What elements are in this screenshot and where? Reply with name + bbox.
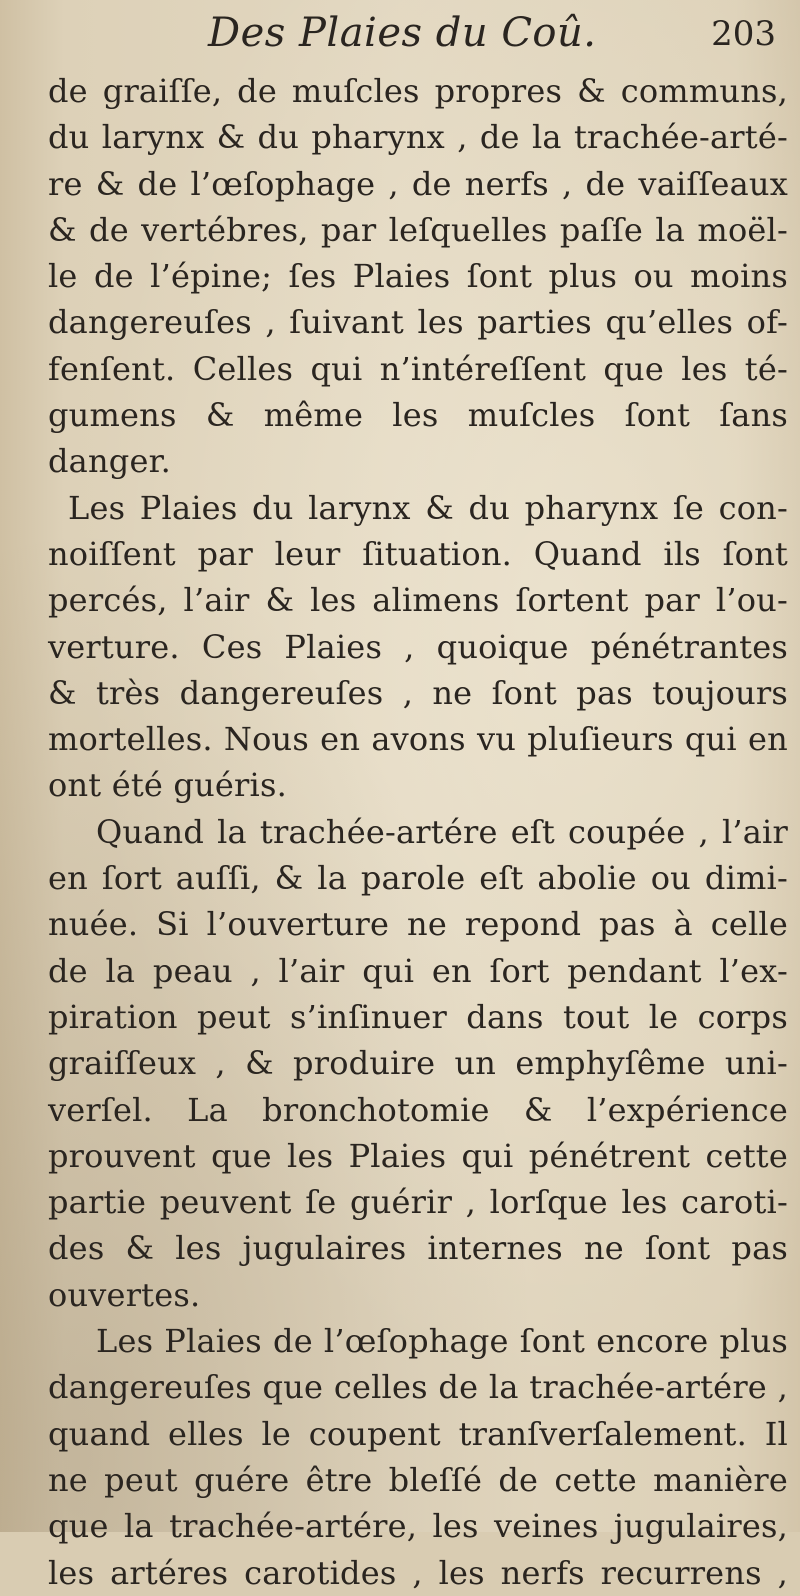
text-line: percés, l’air & les alimens ſortent par l’ou-	[48, 581, 788, 620]
text-line: que la trachée-artére, les veines jugulaires,	[48, 1507, 788, 1546]
text-line: dangereuſes , ſuivant les parties qu’elles of-	[48, 303, 788, 342]
text-line: danger.	[48, 442, 171, 481]
text-line: gumens & même les muſcles ſont ſans	[48, 396, 788, 435]
text-line: re & de l’œſophage , de nerfs , de vaiſſeaux	[48, 164, 788, 203]
body-text	[48, 68, 788, 1596]
text-line: de graiſſe, de muſcles propres & communs,	[48, 72, 788, 110]
text-line: du larynx & du pharynx , de la trachée-arté-	[48, 118, 788, 157]
text-line: piration peut s’inſinuer dans tout le corps	[48, 997, 788, 1036]
text-line: Les Plaies du larynx & du pharynx ſe con-	[68, 488, 788, 527]
text-line: fenſent. Celles qui n’intéreſſent que les té-	[48, 349, 788, 388]
text-line: ne peut guére être bleſſé de cette manière	[48, 1460, 788, 1499]
text-line: en ſort auſſi, & la parole eſt abolie ou dimi-	[48, 859, 788, 898]
text-line: graiſſeux , & produire un emphyſême uni-	[48, 1044, 788, 1083]
page-header	[48, 10, 776, 66]
text-line: partie peuvent ſe guérir , lorſque les caroti-	[48, 1183, 788, 1222]
text-line: Les Plaies de l’œſophage ſont encore plus	[96, 1322, 788, 1361]
text-line: & de vertébres, par leſquelles paſſe la moël-	[48, 210, 788, 249]
text-line: le de l’épine; ſes Plaies ſont plus ou moins	[48, 257, 788, 296]
text-line: dangereuſes que celles de la trachée-artére ,	[48, 1368, 788, 1407]
text-line: verture. Ces Plaies , quoique pénétrantes	[48, 627, 788, 666]
text-line: les artéres carotides , les nerfs recurrens ,	[48, 1553, 788, 1592]
running-head: Des Plaies du Coû.	[208, 10, 597, 56]
text-line: mortelles. Nous en avons vu pluſieurs qui en	[48, 720, 788, 759]
text-line: nuée. Si l’ouverture ne repond pas à celle	[48, 905, 788, 944]
text-line: ont été guéris.	[48, 766, 287, 805]
text-line: de la peau , l’air qui en ſort pendant l’ex-	[48, 951, 788, 990]
text-line: Quand la trachée-artére eſt coupée , l’air	[96, 812, 788, 851]
text-line: quand elles le coupent tranſverſalement. Il	[48, 1414, 788, 1453]
text-line: & très dangereuſes , ne ſont pas toujours	[48, 673, 788, 712]
text-line: prouvent que les Plaies qui pénétrent cette	[48, 1136, 788, 1175]
page-number: 203	[711, 14, 776, 54]
text-line: verſel. La bronchotomie & l’expérience	[48, 1090, 788, 1129]
text-line: ouvertes.	[48, 1275, 201, 1314]
text-line: des & les jugulaires internes ne ſont pas	[48, 1229, 788, 1268]
text-line: noiſſent par leur ſituation. Quand ils ſont	[48, 534, 788, 573]
